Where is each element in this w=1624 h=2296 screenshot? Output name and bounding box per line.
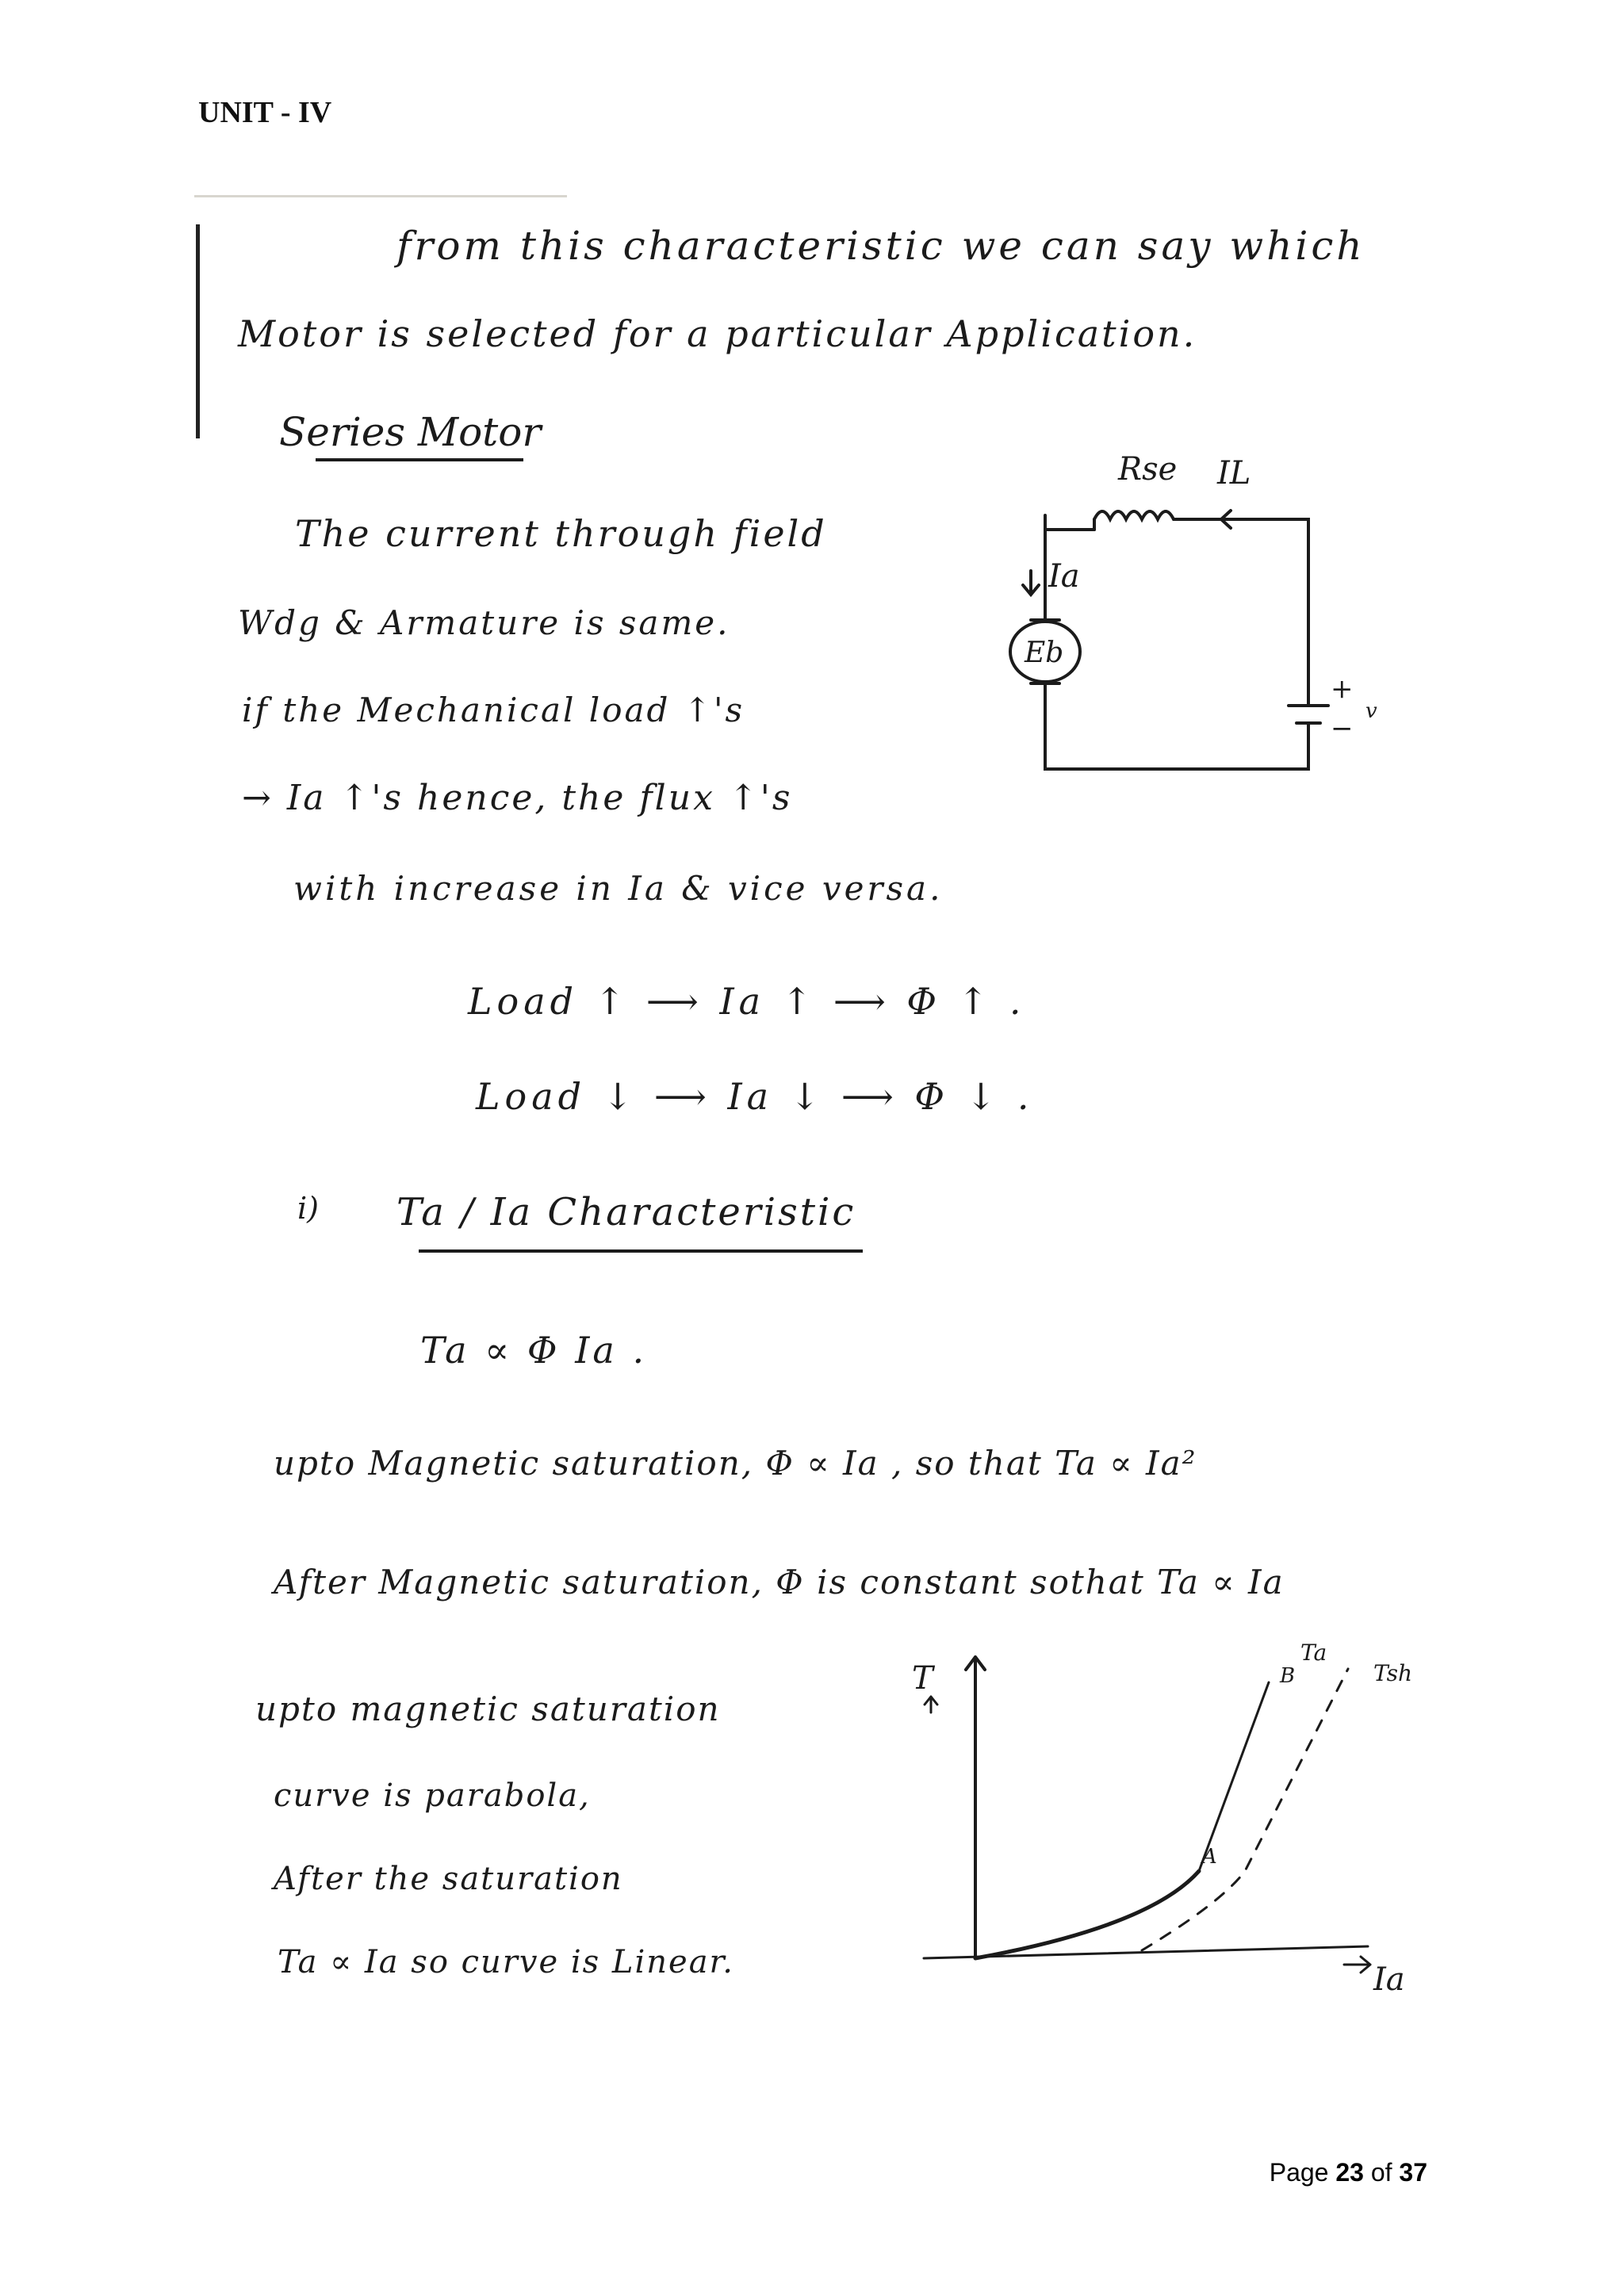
footer-total-pages: 37 bbox=[1399, 2158, 1427, 2187]
ta-ia-characteristic-graph bbox=[888, 1641, 1443, 2038]
footer-page-number: 23 bbox=[1335, 2158, 1364, 2187]
il-label: IL bbox=[1217, 455, 1251, 492]
heading-underline bbox=[316, 458, 523, 461]
point-b-label: B bbox=[1280, 1664, 1296, 1688]
ia-label: Ia bbox=[1048, 558, 1080, 595]
series-curve-parabolic bbox=[975, 1871, 1199, 1958]
equation-load-up: Load ↑ ⟶ Ia ↑ ⟶ Φ ↑ . bbox=[468, 980, 1026, 1023]
rse-label: Rse bbox=[1118, 451, 1178, 488]
footer-prefix: Page bbox=[1269, 2158, 1329, 2187]
para-line-4: → Ia ↑'s hence, the flux ↑'s bbox=[242, 778, 793, 818]
saturation-line-1: upto Magnetic saturation, Φ ∝ Ia , so that Ta ∝ Ia² bbox=[274, 1444, 1197, 1483]
saturation-line-2: After Magnetic saturation, Φ is constant sothat Ta ∝ Ia bbox=[274, 1563, 1285, 1601]
note-line-2: Motor is selected for a particular Application. bbox=[238, 312, 1197, 355]
curve-line-2: curve is parabola, bbox=[274, 1777, 591, 1814]
ia-arrow-icon bbox=[1023, 571, 1039, 595]
y-arrow-icon bbox=[925, 1697, 937, 1712]
wire-top-right bbox=[1174, 519, 1308, 706]
curve-line-4: Ta ∝ Ia so curve is Linear. bbox=[278, 1944, 734, 1980]
curve-line-3: After the saturation bbox=[274, 1861, 623, 1897]
wire-bottom bbox=[1045, 683, 1308, 769]
scan-edge-line bbox=[194, 195, 567, 197]
curve-line-1: upto magnetic saturation bbox=[255, 1689, 721, 1728]
tsh-curve-label: Tsh bbox=[1373, 1660, 1413, 1686]
char-heading-underline bbox=[419, 1249, 863, 1253]
equation-load-down: Load ↓ ⟶ Ia ↓ ⟶ Φ ↓ . bbox=[476, 1075, 1034, 1118]
heading-ta-ia-characteristic: Ta / Ia Characteristic bbox=[396, 1190, 856, 1234]
equation-ta: Ta ∝ Φ Ia . bbox=[420, 1329, 648, 1372]
x-axis-label: Ia bbox=[1373, 1961, 1405, 1998]
y-axis-label: T bbox=[912, 1660, 933, 1697]
eb-label: Eb bbox=[1025, 637, 1064, 669]
il-arrow-icon bbox=[1221, 511, 1245, 528]
ta-curve-label: Ta bbox=[1300, 1641, 1327, 1666]
footer-of: of bbox=[1370, 2158, 1392, 2187]
unit-title: UNIT - IV bbox=[198, 96, 332, 129]
point-a-label: A bbox=[1202, 1845, 1217, 1869]
shunt-curve-dashed bbox=[1142, 1669, 1348, 1950]
para-line-3: if the Mechanical load ↑'s bbox=[242, 691, 745, 729]
margin-bar bbox=[196, 224, 200, 438]
page-footer bbox=[1270, 2158, 1427, 2187]
y-axis bbox=[966, 1657, 985, 1958]
heading-series-motor: Series Motor bbox=[279, 409, 542, 455]
para-line-1: The current through field bbox=[295, 512, 827, 555]
plus-label: + bbox=[1331, 673, 1354, 705]
series-field-coil bbox=[1094, 511, 1174, 519]
para-line-2: Wdg & Armature is same. bbox=[238, 603, 730, 642]
v-label: v bbox=[1365, 699, 1377, 723]
heading-char-number: i) bbox=[297, 1191, 319, 1226]
minus-label: − bbox=[1331, 713, 1354, 744]
note-line-1: from this characteristic we can say which bbox=[396, 223, 1365, 269]
para-line-5: with increase in Ia & vice versa. bbox=[293, 869, 944, 908]
series-motor-circuit-diagram bbox=[975, 444, 1419, 793]
x-arrow-icon bbox=[1344, 1957, 1370, 1973]
